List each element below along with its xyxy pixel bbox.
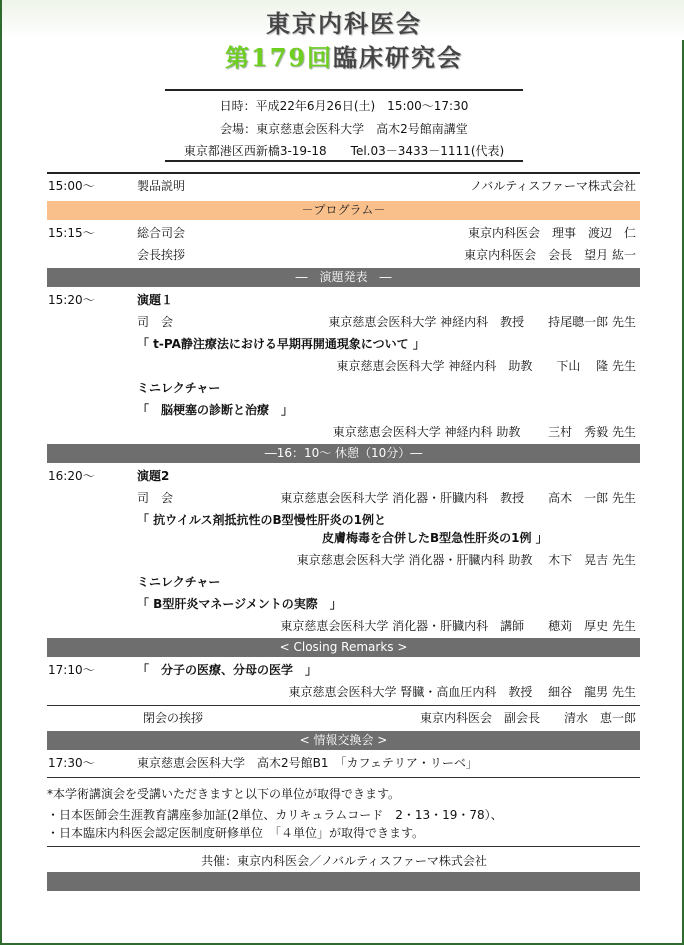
exchange-time: 17:30～ (48, 756, 95, 770)
info-bottom-rule (165, 160, 523, 162)
greeting-person: 東京内科医会 会長 望月 紘一 (464, 248, 636, 262)
greeting-label: 会長挨拶 (137, 248, 186, 262)
closing-speaker: 東京慈恵会医科大学 腎臓・高血圧内科 教授 細谷 龍男 先生 (288, 685, 636, 699)
program-header-bar: －プログラム－ (47, 201, 640, 220)
session1-chair-label: 司 会 (137, 315, 174, 329)
product-company: ノバルティスファーマ株式会社 (470, 179, 636, 193)
event-name: 臨床研究会 (333, 43, 464, 72)
lecture-header-bar: ― 演題発表 ― (47, 268, 640, 287)
closing-time: 17:10～ (48, 663, 95, 677)
session1-topic: 「 t-PA静注療法における早期再開通現象について 」 (137, 337, 425, 351)
session2-title: 演題2 (137, 469, 170, 483)
event-address: 東京都港区西新橋3-19-18 Tel.03－3433－1111(代表) (183, 144, 505, 158)
farewell-label: 閉会の挨拶 (143, 711, 204, 725)
exchange-header-bar: < 情報交換会 > (47, 731, 640, 750)
product-time: 15:00～ (48, 179, 95, 193)
exchange-place: 東京慈恵会医科大学 高木2号館B1 「カフェテリア・リーベ」 (137, 756, 478, 770)
farewell-person: 東京内科医会 副会長 清水 恵一郎 (419, 711, 636, 725)
mc-label: 総合司会 (137, 226, 186, 240)
session2-topic-line1: 「 抗ウイルス剤抵抗性のB型慢性肝炎の1例と (137, 513, 386, 527)
notes-top-rule (47, 777, 640, 778)
event-title (2, 38, 684, 73)
session1-title: 演題１ (137, 293, 174, 307)
session1-time: 15:20～ (48, 293, 95, 307)
session1-mini-topic: 「 脳梗塞の診断と治療 」 (137, 403, 294, 417)
session2-mini-title: ミニレクチャー (137, 575, 221, 589)
product-label: 製品説明 (137, 179, 186, 193)
event-venue: 会場：東京慈恵会医科大学 高木2号館南講堂 (220, 122, 468, 136)
session1-speaker: 東京慈恵会医科大学 神経内科 助教 下山 隆 先生 (336, 359, 636, 373)
organizer-title: 東京内科医会 (266, 9, 422, 38)
event-datetime: 日時：平成22年6月26日(土) 15:00～17:30 (219, 99, 469, 113)
farewell-rule (47, 705, 640, 706)
info-top-rule (165, 89, 523, 91)
footer-bar (47, 872, 640, 891)
sponsor-rule (47, 846, 640, 847)
session2-topic-line2: 皮膚梅毒を合併したB型急性肝炎の1例 」 (322, 531, 548, 545)
notes-intro: *本学術講演会を受講いただきますと以下の単位が取得できます。 (47, 787, 401, 801)
notes-credit-2: ・日本臨床内科医会認定医制度研修単位 「４単位」が取得できます。 (47, 826, 425, 840)
session1-mini-title: ミニレクチャー (137, 381, 221, 395)
program-top-rule (47, 172, 640, 174)
mc-person: 東京内科医会 理事 渡辺 仁 (467, 226, 636, 240)
break-bar: ―16：10～ 休憩（10分）― (47, 444, 640, 463)
sponsor-text: 共催：東京内科医会／ノバルティスファーマ株式会社 (201, 854, 487, 868)
session1-mini-speaker: 東京慈恵会医科大学 神経内科 助教 三村 秀毅 先生 (332, 425, 636, 439)
opening-time: 15:15～ (48, 226, 95, 240)
event-number: 第179回 (224, 43, 334, 72)
session2-chair: 東京慈恵会医科大学 消化器・肝臓内科 教授 高木 一郎 先生 (280, 491, 636, 505)
notes-credit-1: ・日本医師会生涯教育講座参加証(2単位、カリキュラムコード 2・13・19・78）、 (47, 808, 503, 822)
session2-time: 16:20～ (48, 469, 95, 483)
session2-speaker: 東京慈恵会医科大学 消化器・肝臓内科 助教 木下 晃吉 先生 (296, 553, 636, 567)
closing-topic: 「 分子の医療、分母の医学 」 (137, 663, 318, 677)
session1-chair: 東京慈恵会医科大学 神経内科 教授 持尾聰一郎 先生 (328, 315, 636, 329)
session2-mini-speaker: 東京慈恵会医科大学 消化器・肝臓内科 講師 穂苅 厚史 先生 (280, 619, 636, 633)
session2-chair-label: 司 会 (137, 491, 174, 505)
session2-mini-topic: 「 B型肝炎マネージメントの実際 」 (137, 597, 342, 611)
closing-header-bar: < Closing Remarks > (47, 638, 640, 657)
